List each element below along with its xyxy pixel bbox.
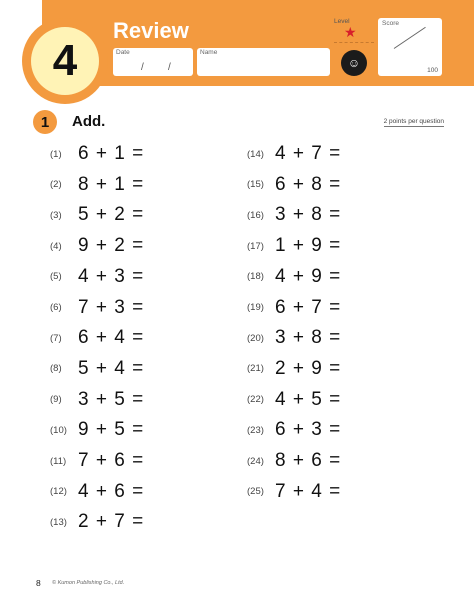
problem-item — [50, 328, 144, 348]
page-title: Review — [113, 18, 189, 43]
section-title: Add. — [72, 113, 106, 130]
problem-item — [50, 144, 144, 164]
problem-item — [247, 298, 341, 318]
problem-expression: 4 + 7 = — [275, 143, 342, 164]
problem-expression: 5 + 2 = — [78, 204, 145, 226]
problem-expression: 6 + 8 = — [275, 173, 342, 195]
problem-number: (5) — [50, 271, 62, 283]
problem-item — [247, 205, 341, 225]
problem-item — [247, 144, 341, 164]
problem-expression: 4 + 5 = — [275, 388, 342, 410]
problem-number: (24) — [247, 455, 264, 467]
problem-item — [50, 175, 144, 195]
date-label: Date — [116, 49, 130, 56]
problem-number: (3) — [50, 209, 62, 221]
problem-number: (1) — [50, 148, 62, 160]
problem-expression: 4 + 9 = — [275, 265, 342, 287]
unit-number: 4 — [31, 27, 99, 95]
problem-expression: 1 + 9 = — [275, 235, 342, 257]
problem-item — [50, 236, 144, 256]
problem-expression: 6 + 7 = — [275, 296, 342, 318]
problem-number: (8) — [50, 363, 62, 375]
problem-item — [50, 298, 144, 318]
problem-item — [247, 236, 341, 256]
problem-expression: 8 + 1 = — [78, 173, 145, 195]
problem-item — [247, 359, 341, 379]
problem-item — [247, 267, 341, 287]
copyright: © Kumon Publishing Co., Ltd. — [52, 580, 125, 586]
problem-number: (18) — [247, 271, 264, 283]
problem-item — [50, 482, 144, 502]
problem-number: (22) — [247, 394, 264, 406]
problem-expression: 6 + 1 = — [78, 143, 145, 164]
kumon-face-icon: ☺ — [341, 50, 367, 76]
date-slash: / — [141, 62, 144, 73]
problem-item — [247, 420, 341, 440]
problem-item — [50, 267, 144, 287]
score-field[interactable] — [378, 18, 442, 76]
name-label: Name — [200, 49, 218, 56]
score-max: 100 — [427, 67, 438, 74]
problem-number: (25) — [247, 486, 264, 498]
problem-expression: 3 + 8 = — [275, 204, 342, 226]
score-label: Score — [382, 20, 399, 27]
problem-expression: 3 + 5 = — [78, 388, 145, 410]
problem-expression: 2 + 7 = — [78, 511, 145, 533]
problem-item — [247, 451, 341, 471]
problem-number: (13) — [50, 516, 67, 528]
problem-item — [247, 328, 341, 348]
problem-expression: 7 + 3 = — [78, 296, 145, 318]
problem-expression: 4 + 3 = — [78, 265, 145, 287]
problem-expression: 8 + 6 = — [275, 450, 342, 471]
problem-number: (4) — [50, 240, 62, 252]
problem-item — [50, 390, 144, 410]
problem-number: (23) — [247, 424, 264, 436]
level-label: Level — [334, 18, 350, 25]
date-field[interactable] — [113, 48, 193, 76]
problem-item — [247, 482, 341, 502]
problem-expression: 7 + 6 = — [78, 450, 145, 471]
problem-expression: 9 + 5 = — [78, 419, 145, 441]
problem-item — [50, 451, 144, 471]
problem-number: (10) — [50, 424, 67, 436]
problem-number: (17) — [247, 240, 264, 252]
problem-number: (11) — [50, 455, 67, 467]
section-number: 1 — [33, 110, 57, 134]
star-icon: ★ — [344, 24, 357, 40]
problem-expression: 3 + 8 = — [275, 327, 342, 349]
problem-number: (12) — [50, 486, 67, 498]
problem-expression: 6 + 3 = — [275, 419, 342, 441]
problem-item — [50, 512, 144, 532]
date-slash: / — [168, 62, 171, 73]
score-slash — [394, 27, 426, 49]
problem-expression: 7 + 4 = — [275, 480, 342, 502]
problem-number: (19) — [247, 302, 264, 313]
problem-expression: 9 + 2 = — [78, 235, 145, 257]
page-number: 8 — [36, 578, 41, 588]
problem-number: (2) — [50, 179, 62, 191]
problem-number: (21) — [247, 363, 264, 375]
problem-item — [50, 420, 144, 440]
points-note: 2 points per question — [383, 118, 444, 125]
problem-number: (20) — [247, 332, 264, 344]
problem-expression: 4 + 6 = — [78, 480, 145, 502]
problem-expression: 6 + 4 = — [78, 327, 145, 349]
problem-number: (15) — [247, 179, 264, 191]
name-field[interactable] — [197, 48, 330, 76]
problem-number: (14) — [247, 148, 264, 160]
problem-item — [50, 359, 144, 379]
problem-item — [247, 175, 341, 195]
problem-number: (7) — [50, 332, 62, 344]
problem-item — [247, 390, 341, 410]
problem-expression: 2 + 9 = — [275, 357, 342, 379]
level-divider — [334, 42, 374, 43]
problem-expression: 5 + 4 = — [78, 357, 145, 379]
unit-badge — [22, 18, 108, 104]
problem-number: (6) — [50, 302, 62, 313]
problem-number: (16) — [247, 209, 264, 221]
problem-item — [50, 205, 144, 225]
problem-number: (9) — [50, 394, 62, 406]
